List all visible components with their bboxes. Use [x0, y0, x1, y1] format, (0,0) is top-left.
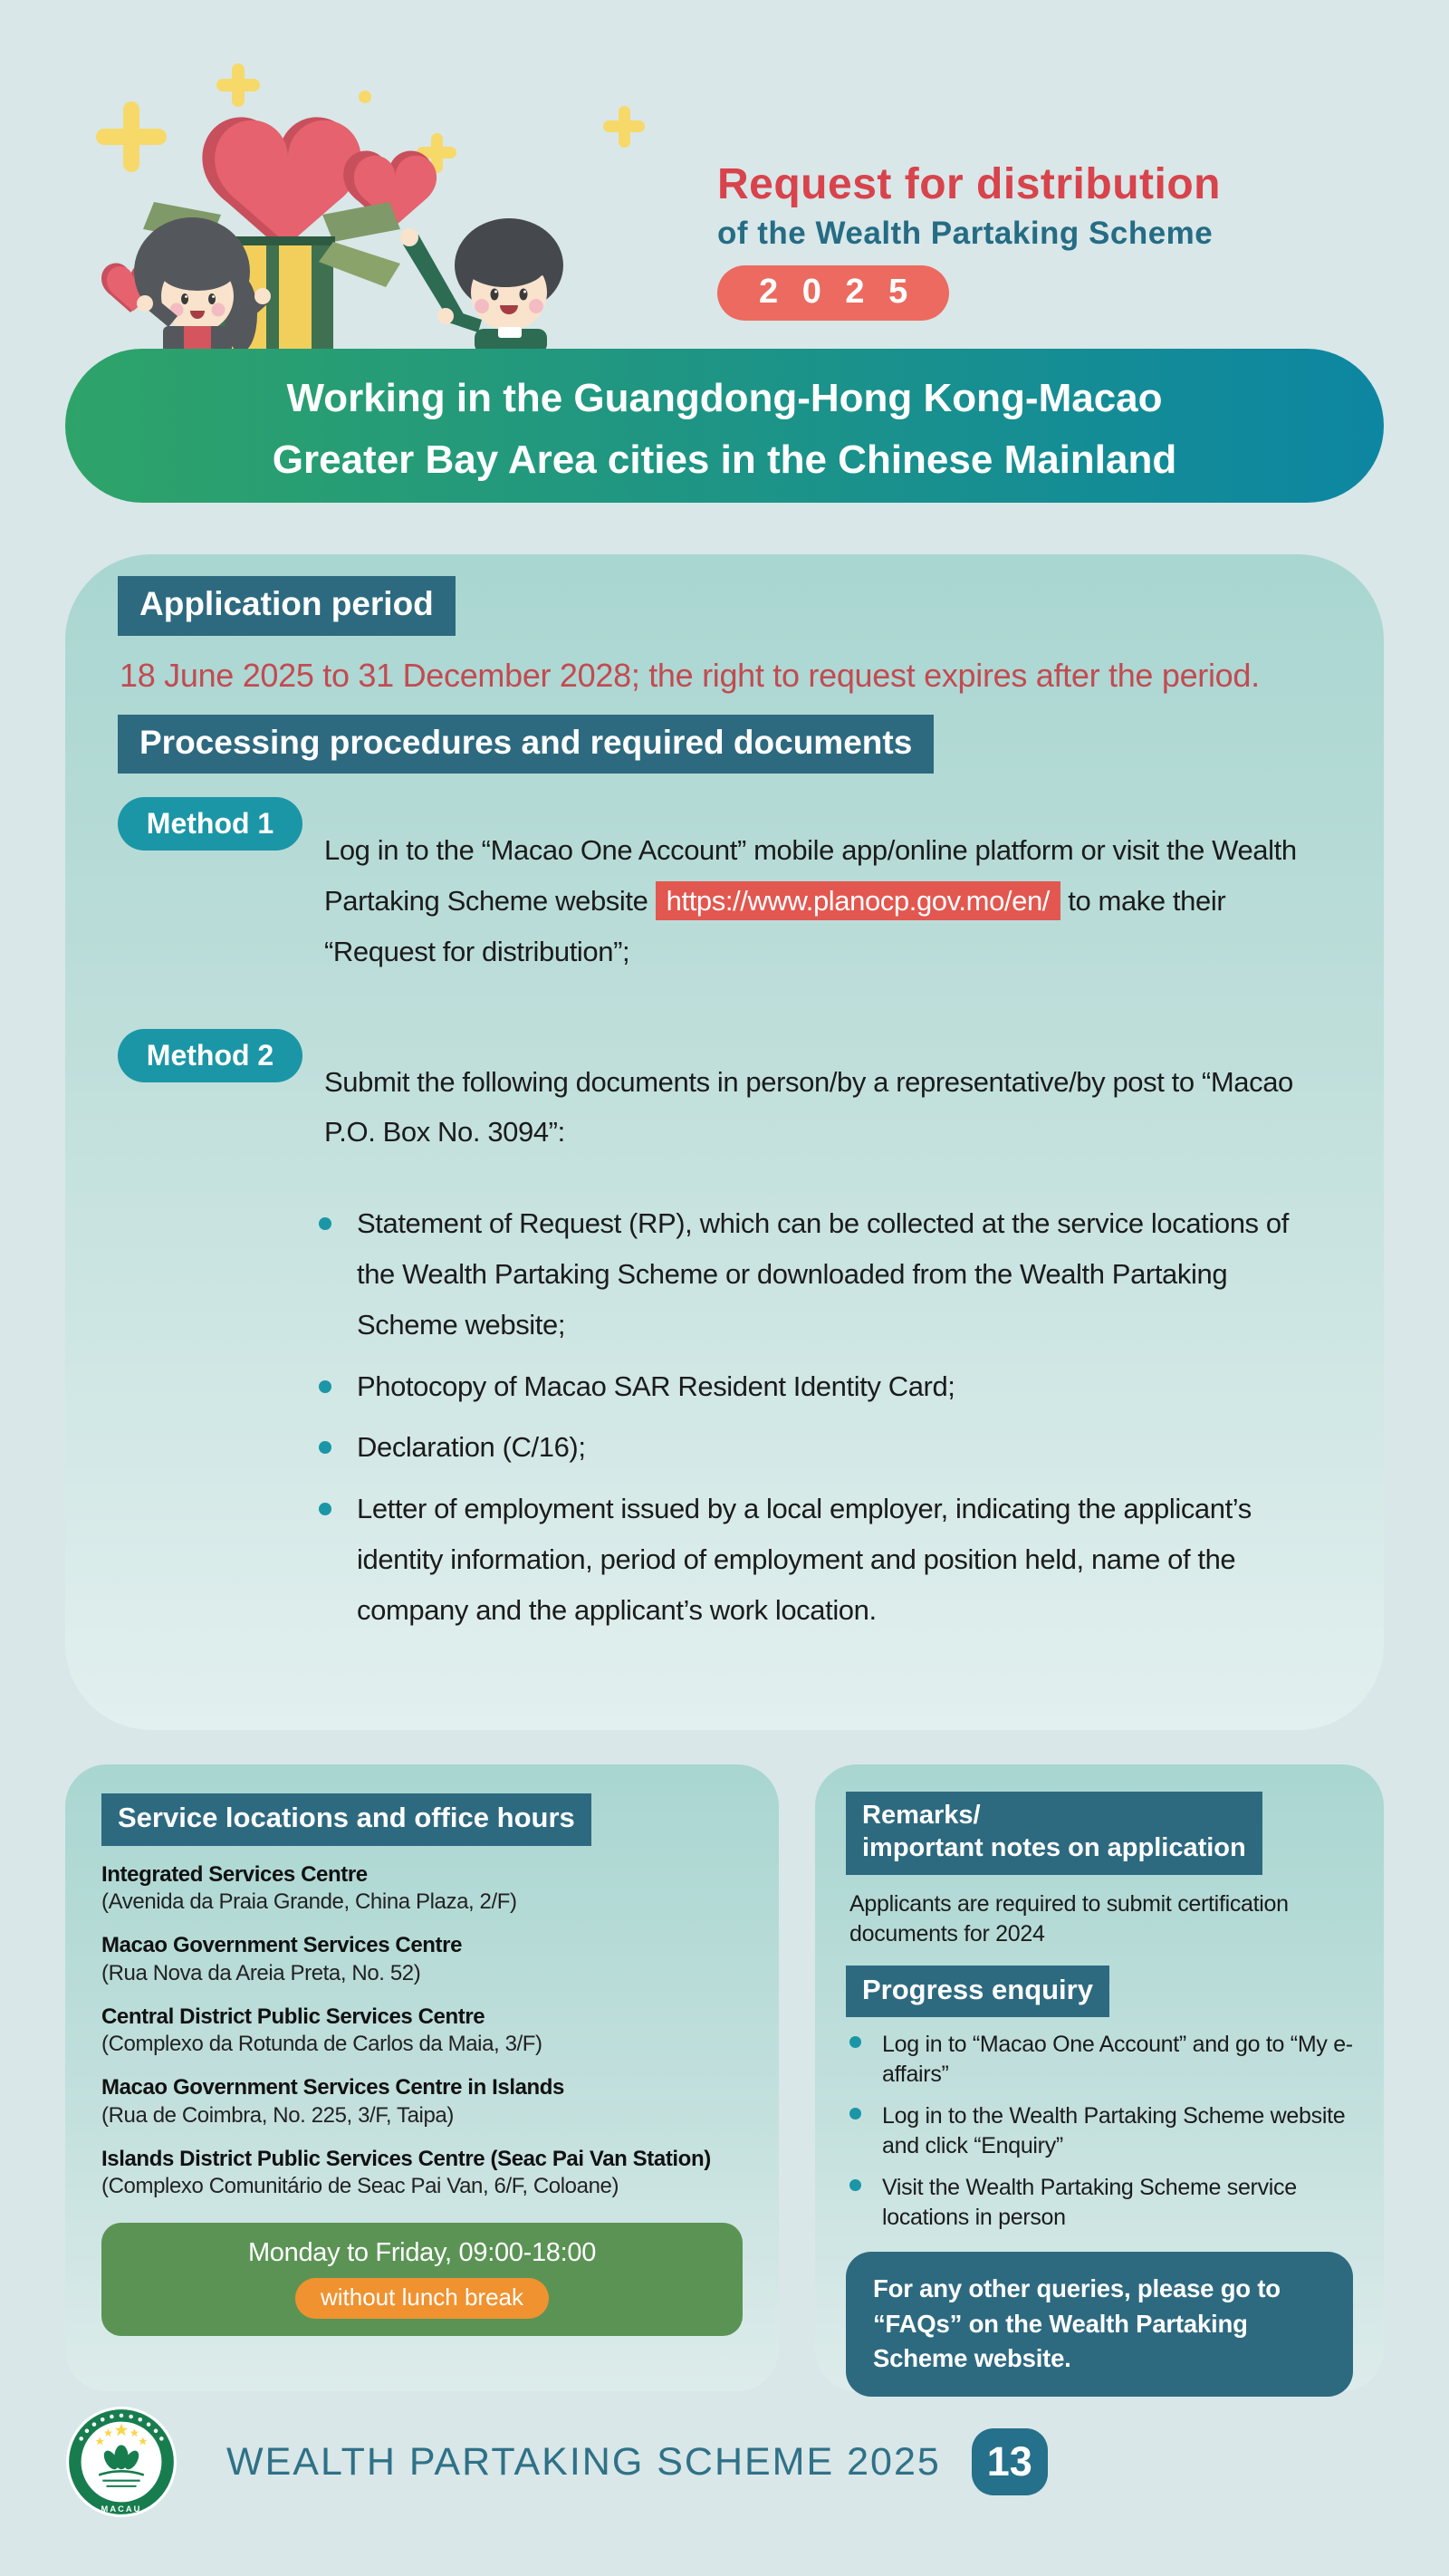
- method-2-row: [118, 1029, 1331, 1187]
- service-locations-list: [101, 1861, 743, 2201]
- location-address: (Complexo Comunitário de Seac Pai Van, 6/F, Coloane): [101, 2174, 619, 2199]
- method-1-text-before: Log in to the “Macao One Account” mobile app/online platform or visit the Wealth Partaking Scheme website: [324, 834, 1297, 918]
- lunch-break-note: without lunch break: [295, 2278, 549, 2319]
- service-location: [101, 2074, 743, 2129]
- required-documents-list: [319, 1198, 1324, 1635]
- progress-enquiry-heading: Progress enquiry: [846, 1966, 1109, 2018]
- method-1-text: [324, 825, 1331, 976]
- progress-enquiry-item: Log in to “Macao One Account” and go to “My e-affairs”: [849, 2030, 1353, 2089]
- document-item: Letter of employment issued by a local employer, indicating the applicant’s identity information, period of employment and position held, name of the company and the applicant’s work location.: [319, 1484, 1324, 1635]
- service-location: [101, 1932, 743, 1987]
- page-number-badge: 13: [972, 2428, 1048, 2495]
- document-item: Statement of Request (RP), which can be collected at the service locations of the Wealth Partaking Scheme or downloaded from the Wealth Partaking Scheme website;: [319, 1198, 1324, 1350]
- remarks-heading-line-2: important notes on application: [862, 1833, 1246, 1863]
- office-hours-text: Monday to Friday, 09:00-18:00: [247, 2237, 597, 2267]
- progress-enquiry-item: Visit the Wealth Partaking Scheme service locations in person: [849, 2173, 1353, 2232]
- scheme-website-link[interactable]: https://www.planocp.gov.mo/en/: [656, 881, 1060, 920]
- location-name: Macao Government Services Centre in Islands: [101, 2075, 564, 2100]
- remarks-heading-line-1: Remarks/: [862, 1801, 981, 1830]
- progress-enquiry-list: [849, 2030, 1353, 2232]
- banner-line-2: Greater Bay Area cities in the Chinese Mainland: [272, 437, 1177, 483]
- poster-subtitle: of the Wealth Partaking Scheme: [717, 215, 1214, 251]
- method-1-row: [118, 797, 1331, 1004]
- document-item: Photocopy of Macao SAR Resident Identity Card;: [319, 1361, 1324, 1412]
- boy-character: [400, 218, 563, 353]
- service-locations-heading: Service locations and office hours: [101, 1793, 591, 1846]
- progress-enquiry-item: Log in to the Wealth Partaking Scheme website and click “Enquiry”: [849, 2101, 1353, 2160]
- location-name: Central District Public Services Centre: [101, 2004, 485, 2029]
- service-location: [101, 2146, 743, 2201]
- remarks-heading: [846, 1792, 1262, 1875]
- faq-note-box: For any other queries, please go to “FAQs” on the Wealth Partaking Scheme website.: [846, 2252, 1353, 2397]
- location-address: (Rua de Coimbra, No. 225, 3/F, Taipa): [101, 2102, 454, 2128]
- poster-title: Request for distribution: [717, 160, 1221, 208]
- banner-line-1: Working in the Guangdong-Hong Kong-Macao: [286, 376, 1163, 420]
- location-name: Islands District Public Services Centre (Seac Pai Van Station): [101, 2146, 711, 2171]
- remarks-card: [815, 1764, 1384, 2391]
- document-item: Declaration (C/16);: [319, 1422, 1324, 1473]
- title-block: [717, 161, 1369, 321]
- application-period-heading: Application period: [118, 576, 456, 636]
- location-address: (Complexo da Rotunda de Carlos da Maia, 3/F): [101, 2032, 542, 2057]
- office-hours-box: [101, 2223, 743, 2336]
- method-1-badge: Method 1: [118, 797, 302, 851]
- remarks-note: Applicants are required to submit certification documents for 2024: [849, 1890, 1289, 1946]
- footer-scheme-title: WEALTH PARTAKING SCHEME 2025: [226, 2439, 941, 2484]
- method-2-badge: Method 2: [118, 1029, 302, 1082]
- method-2-text: Submit the following documents in person/by a representative/by post to “Macao P.O. Box No. 3094”:: [324, 1065, 1293, 1149]
- topic-banner: [65, 349, 1384, 503]
- service-locations-card: [65, 1764, 779, 2391]
- location-address: (Rua Nova da Areia Preta, No. 52): [101, 1960, 421, 1985]
- service-location: [101, 2004, 743, 2059]
- header-illustration: [91, 50, 679, 353]
- location-address: (Avenida da Praia Grande, China Plaza, 2/F): [101, 1889, 517, 1915]
- year-badge: 2 0 2 5: [717, 265, 949, 321]
- footer: [65, 2398, 1384, 2525]
- service-location: [101, 1861, 743, 1917]
- macau-government-logo: [65, 2406, 178, 2518]
- logo-macau-label: MACAU: [101, 2504, 142, 2514]
- location-name: Macao Government Services Centre: [101, 1933, 463, 1958]
- location-name: Integrated Services Centre: [101, 1861, 368, 1887]
- main-info-card: [65, 554, 1384, 1730]
- method-1-text-after: to make their “Request for distribution”;: [324, 885, 1226, 967]
- application-period-text: 18 June 2025 to 31 December 2028; the right to request expires after the period.: [120, 656, 1260, 694]
- procedures-heading: Processing procedures and required documents: [118, 715, 934, 774]
